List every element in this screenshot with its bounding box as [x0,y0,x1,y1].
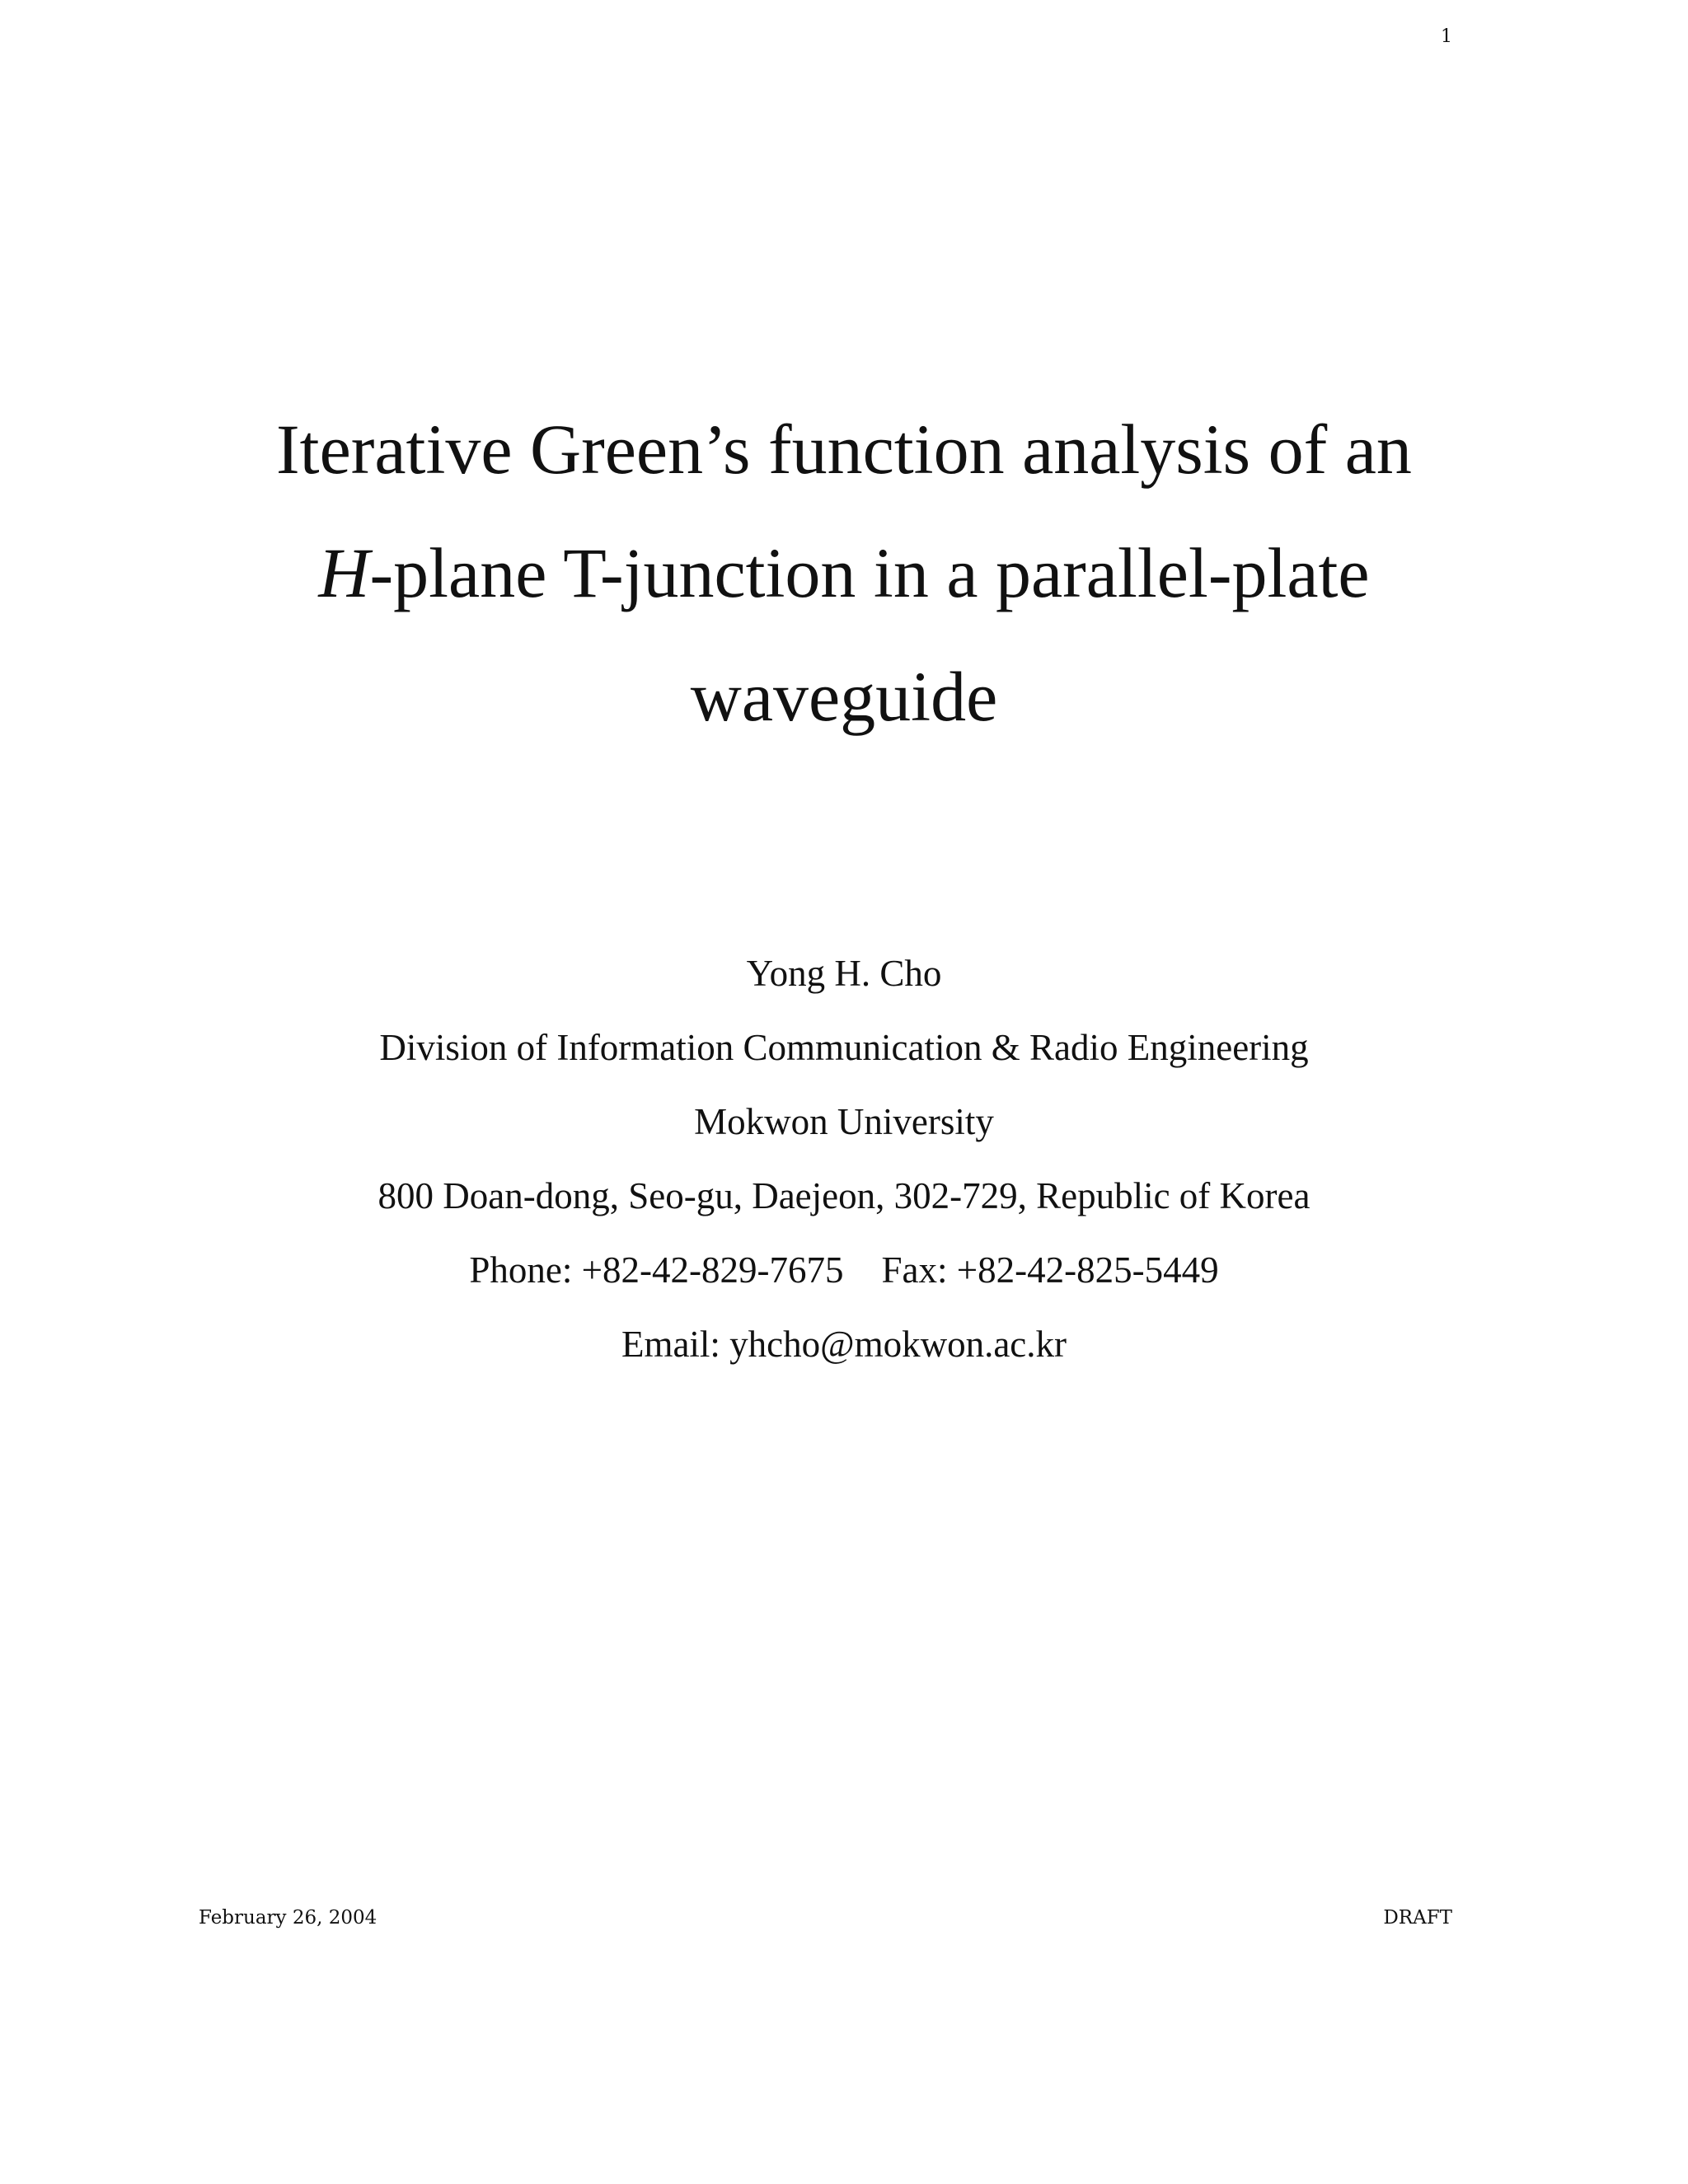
author-email: Email: yhcho@mokwon.ac.kr [621,1324,1067,1365]
title-line-1: Iterative Green’s function analysis of an [276,410,1412,489]
title-line-2 [0,511,1688,635]
footer-date: February 26, 2004 [199,1907,377,1929]
title-line-2-text: -plane T-junction in a parallel-plate [369,533,1370,612]
author-phone: Phone: +82-42-829-7675 [469,1249,844,1291]
title-math-symbol: H [318,533,370,612]
author-name: Yong H. Cho [746,953,942,994]
author-university: Mokwon University [694,1101,994,1142]
footer-status: DRAFT [1383,1907,1452,1929]
author-contact [0,1233,1688,1307]
paper-title [0,387,1688,758]
page-number: 1 [1441,26,1452,47]
author-fax: Fax: +82-42-825-5449 [881,1249,1219,1291]
author-division: Division of Information Communication & Radio Engineering [379,1027,1309,1068]
author-address: 800 Doan-dong, Seo-gu, Daejeon, 302-729, Republic of Korea [377,1175,1311,1216]
title-line-3: waveguide [690,657,998,736]
author-info [0,936,1688,1381]
